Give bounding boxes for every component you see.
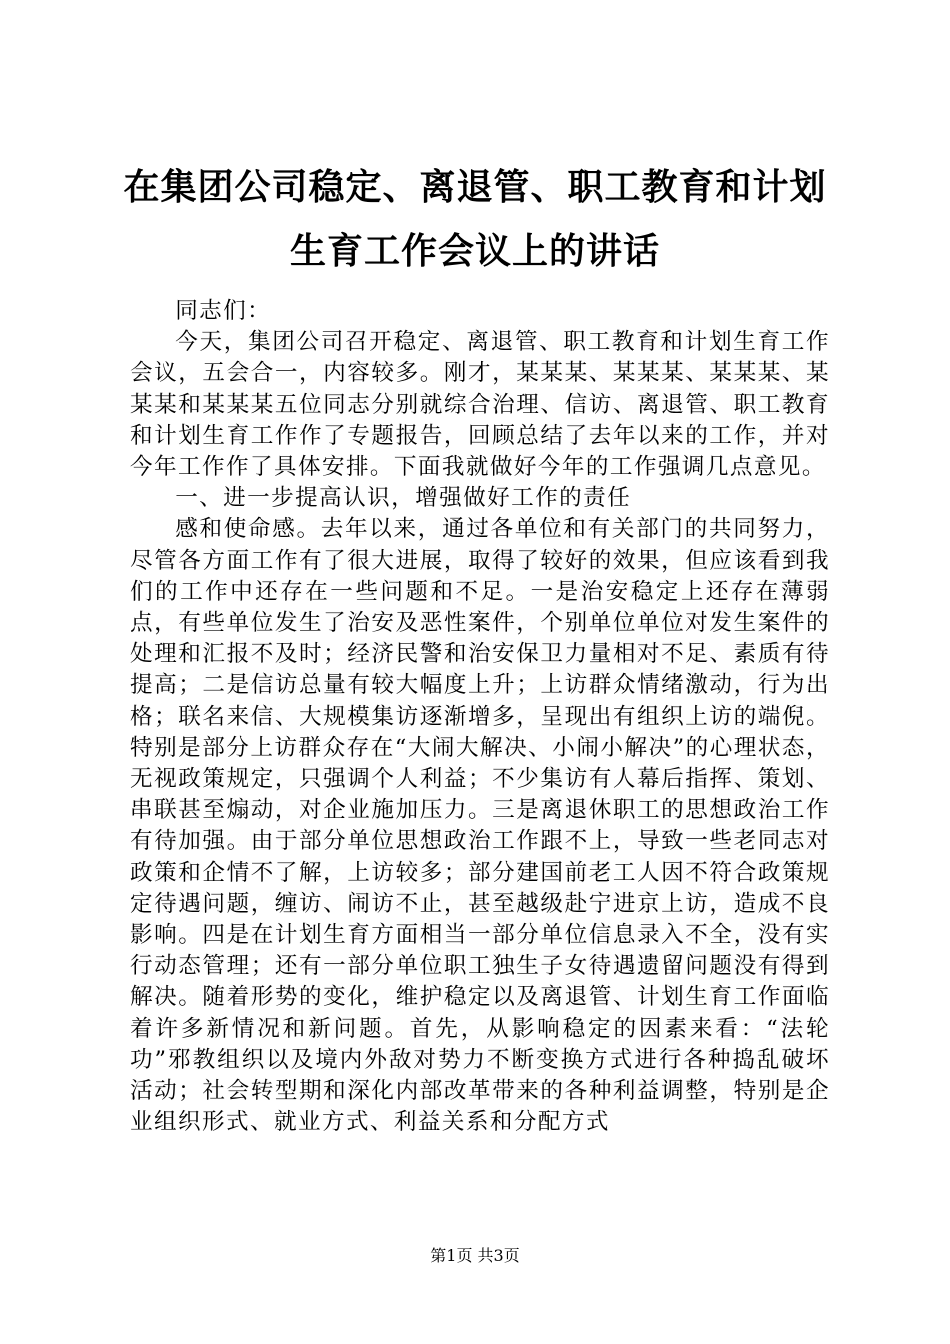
- salutation-paragraph: 同志们：: [175, 298, 272, 324]
- section-heading: 一、进一步提高认识，增强做好工作的责任: [175, 485, 632, 512]
- document-title: 在集团公司稳定、离退管、职工教育和计划生育工作会议上的讲话: [123, 166, 827, 272]
- page-footer: 第1页 共3页: [430, 1246, 520, 1265]
- body-paragraph: 感和使命感。去年以来，通过各单位和有关部门的共同努力，尽管各方面工作有了很大进展，取得了较好的效果，但应该看到我们的工作中还存在一些问题和不足。一是治安稳定上还存在薄弱点，有些单位发生了治安及恶性案件，个别单位单位对发生案件的处理和汇报不及时；经济民警和治安保卫力量相对不足、素质有待提高；二是信访总量有较大幅度上升；上访群众情绪激动，行为出格；联名来信、大规模集访逐渐增多，呈现出有组织上访的端倪。特别是部分上访群众存在“大闹大解决、小闹小解决”的心理状态，无视政策规定，只强调个人利益；不少集访有人幕后指挥、策划、串联甚至煽动，对企业施加压力。三是离退休职工的思想政治工作有待加强。由于部分单位思想政治工作跟不上，导致一些老同志对政策和企情不了解，上访较多；部分建国前老工人因不符合政策规定待遇问题，缠访、闹访不止，甚至越级赴宁进京上访，造成不良影响。四是在计划生育方面相当一部分单位信息录入不全，没有实行动态管理；还有一部分单位职工独生子女待遇遗留问题没有得到解决。随着形势的变化，维护稳定以及离退管、计划生育工作面临着许多新情况和新问题。首先，从影响稳定的因素来看：“法轮功”邪教组织以及境内外敌对势力不断变换方式进行各种捣乱破坏活动；社会转型期和深化内部改革带来的各种利益调整，特别是企业组织形式、就业方式、利益关系和分配方式: [130, 516, 831, 1136]
- intro-paragraph: 今天，集团公司召开稳定、离退管、职工教育和计划生育工作会议，五会合一，内容较多。刚才，某某某、某某某、某某某、某某某和某某某五位同志分别就综合治理、信访、离退管、职工教育和计划生育工作作了专题报告，回顾总结了去年以来的工作，并对今年工作作了具体安排。下面我就做好今年的工作强调几点意见。: [130, 329, 830, 481]
- document-body: [130, 296, 830, 1138]
